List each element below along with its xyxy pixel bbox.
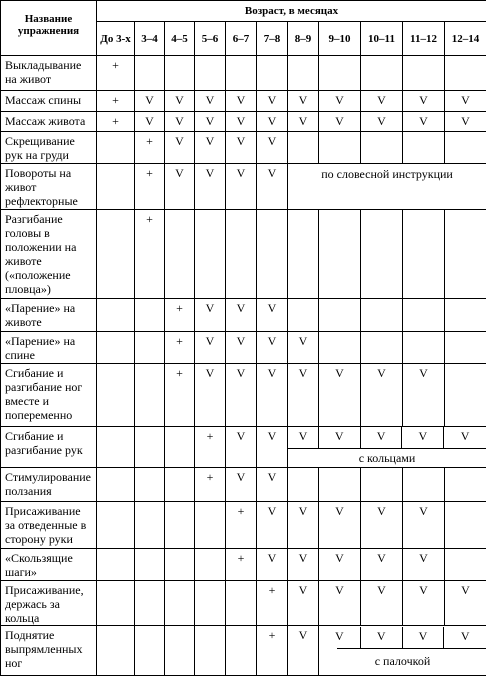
age-mark-cell: V xyxy=(257,299,288,331)
age-mark-cell: V xyxy=(288,581,319,626)
age-mark-cell xyxy=(135,56,165,91)
age-mark-cell: V xyxy=(403,363,445,426)
table-body xyxy=(1,56,486,676)
age-mark-cell xyxy=(97,164,135,210)
exercise-name: Стимулирование ползания xyxy=(1,467,97,501)
age-mark-cell: V xyxy=(257,426,288,467)
age-mark-cell: V xyxy=(361,502,403,548)
table-row xyxy=(1,164,486,210)
age-mark-cell: + xyxy=(165,363,195,426)
age-mark-cell: V xyxy=(288,91,319,111)
table-row xyxy=(1,56,486,91)
split-note-group xyxy=(288,426,486,467)
exercise-name: Массаж спины xyxy=(1,91,97,111)
age-mark-cell xyxy=(97,548,135,580)
age-mark-cell xyxy=(195,581,226,626)
age-mark-cell: V xyxy=(165,111,195,131)
age-mark-cell xyxy=(403,210,445,299)
age-mark-cell xyxy=(288,210,319,299)
age-mark-cell xyxy=(135,581,165,626)
age-mark-cell xyxy=(319,210,361,299)
age-mark-cell xyxy=(319,331,361,363)
age-mark-cell: V xyxy=(135,111,165,131)
age-mark-cell: V xyxy=(165,91,195,111)
column-header-age: 3–4 xyxy=(135,22,165,56)
split-note-group xyxy=(319,626,486,676)
age-mark-cell: V xyxy=(361,627,403,648)
exercise-name: Скрещивание рук на груди xyxy=(1,131,97,163)
age-mark-cell xyxy=(165,210,195,299)
age-mark-cell xyxy=(361,299,403,331)
age-mark-cell xyxy=(135,363,165,426)
age-mark-cell xyxy=(165,581,195,626)
age-mark-cell xyxy=(97,210,135,299)
age-mark-cell: + xyxy=(165,331,195,363)
age-mark-cell: V xyxy=(361,548,403,580)
age-mark-cell: V xyxy=(402,427,444,448)
age-mark-cell xyxy=(361,56,403,91)
table-row xyxy=(1,91,486,111)
span-note: по словесной инструкции xyxy=(288,164,486,210)
age-mark-cell xyxy=(97,299,135,331)
age-mark-cell xyxy=(403,331,445,363)
exercise-name: Разгибание головы в положении на животе («положение пловца») xyxy=(1,210,97,299)
age-mark-cell xyxy=(257,56,288,91)
column-header-age: 11–12 xyxy=(403,22,445,56)
age-mark-cell: V xyxy=(257,467,288,501)
age-mark-cell xyxy=(445,210,486,299)
age-mark-cell xyxy=(135,299,165,331)
exercise-name: «Парение» на спине xyxy=(1,331,97,363)
age-mark-cell xyxy=(445,299,486,331)
age-mark-cell: V xyxy=(319,427,361,448)
exercise-name: Сгибание и разгибание рук xyxy=(1,426,97,467)
age-mark-cell: V xyxy=(361,111,403,131)
exercise-name: «Парение» на животе xyxy=(1,299,97,331)
age-mark-cell xyxy=(135,626,165,676)
age-mark-cell: + xyxy=(165,299,195,331)
age-mark-cell: V xyxy=(445,91,486,111)
age-mark-cell: V xyxy=(319,627,361,648)
age-mark-cell: V xyxy=(226,331,257,363)
age-mark-cell: + xyxy=(257,581,288,626)
age-mark-cell: V xyxy=(361,581,403,626)
table-row xyxy=(1,581,486,626)
age-mark-cell: V xyxy=(288,502,319,548)
age-mark-cell: V xyxy=(361,91,403,111)
age-mark-cell: V xyxy=(195,91,226,111)
age-mark-cell: + xyxy=(135,210,165,299)
age-mark-cell: + xyxy=(97,111,135,131)
age-mark-cell: V xyxy=(257,331,288,363)
age-mark-cell xyxy=(288,56,319,91)
table-row xyxy=(1,111,486,131)
age-mark-cell xyxy=(445,502,486,548)
age-mark-cell xyxy=(226,626,257,676)
table-row xyxy=(1,548,486,580)
age-mark-cell: V xyxy=(288,427,319,448)
exercise-name: Выкладывание на живот xyxy=(1,56,97,91)
age-mark-cell: V xyxy=(460,628,470,643)
age-mark-cell xyxy=(195,548,226,580)
age-mark-cell: + xyxy=(195,467,226,501)
table-row xyxy=(1,210,486,299)
table-row xyxy=(1,363,486,426)
column-header-age: 6–7 xyxy=(226,22,257,56)
age-mark-cell: V xyxy=(195,363,226,426)
table-row xyxy=(1,426,486,467)
age-mark-cell: + xyxy=(135,131,165,163)
age-mark-cell xyxy=(165,467,195,501)
column-header-exercise-name: Название упражнения xyxy=(1,1,97,56)
split-note: с кольцами xyxy=(358,450,416,465)
column-header-age: 10–11 xyxy=(361,22,403,56)
column-header-age-group: Возраст, в месяцах xyxy=(97,1,486,22)
age-mark-cell xyxy=(226,210,257,299)
age-mark-cell xyxy=(226,581,257,626)
age-mark-cell: V xyxy=(403,91,445,111)
age-mark-cell xyxy=(195,210,226,299)
age-mark-cell xyxy=(97,131,135,163)
age-mark-cell: V xyxy=(226,299,257,331)
exercise-name: Сгибание и разгибание ног вместе и попеременно xyxy=(1,363,97,426)
age-mark-cell: V xyxy=(257,363,288,426)
age-mark-cell: + xyxy=(97,91,135,111)
age-mark-cell xyxy=(288,299,319,331)
age-mark-cell xyxy=(403,131,445,163)
age-mark-cell: V xyxy=(319,581,361,626)
age-mark-cell xyxy=(135,331,165,363)
age-mark-cell: V xyxy=(257,548,288,580)
age-mark-cell: V xyxy=(403,548,445,580)
age-mark-cell: V xyxy=(288,363,319,426)
column-header-age: 7–8 xyxy=(257,22,288,56)
age-mark-cell xyxy=(97,502,135,548)
age-mark-cell: V xyxy=(195,164,226,210)
age-mark-cell xyxy=(319,131,361,163)
age-mark-cell: + xyxy=(226,548,257,580)
age-mark-cell: V xyxy=(403,502,445,548)
split-note: с палочкой xyxy=(374,654,431,669)
age-mark-cell: V xyxy=(445,581,486,626)
age-mark-cell xyxy=(97,363,135,426)
age-mark-cell xyxy=(445,56,486,91)
age-mark-cell xyxy=(195,626,226,676)
age-mark-cell xyxy=(319,299,361,331)
age-mark-cell xyxy=(445,467,486,501)
table-row xyxy=(1,626,486,676)
age-mark-cell: V xyxy=(403,581,445,626)
table-row xyxy=(1,467,486,501)
age-mark-cell xyxy=(195,502,226,548)
age-mark-cell xyxy=(445,331,486,363)
age-mark-cell xyxy=(165,502,195,548)
column-header-age: 12–14 xyxy=(445,22,486,56)
age-mark-cell xyxy=(319,56,361,91)
age-mark-cell: V xyxy=(226,164,257,210)
table-row xyxy=(1,502,486,548)
age-mark-cell: V xyxy=(257,91,288,111)
age-mark-cell: + xyxy=(195,426,226,467)
column-header-age: До 3-х xyxy=(97,22,135,56)
exercise-name: «Скользящие шаги» xyxy=(1,548,97,580)
exercise-name: Присаживание за отведенные в сторону руки xyxy=(1,502,97,548)
age-mark-cell xyxy=(319,467,361,501)
column-header-age: 8–9 xyxy=(288,22,319,56)
age-mark-cell: V xyxy=(226,426,257,467)
age-mark-cell xyxy=(97,426,135,467)
exercise-name: Массаж живота xyxy=(1,111,97,131)
age-mark-cell: V xyxy=(288,111,319,131)
age-mark-cell: V xyxy=(135,91,165,111)
age-mark-cell: V xyxy=(195,299,226,331)
age-mark-cell xyxy=(97,331,135,363)
column-header-age: 4–5 xyxy=(165,22,195,56)
exercise-name: Поднятие выпрямленных ног xyxy=(1,626,97,676)
age-mark-cell: V xyxy=(319,363,361,426)
age-mark-cell xyxy=(165,56,195,91)
age-mark-cell: V xyxy=(257,111,288,131)
age-mark-cell xyxy=(135,502,165,548)
age-mark-cell xyxy=(257,210,288,299)
age-mark-cell xyxy=(226,56,257,91)
age-mark-cell: V xyxy=(195,331,226,363)
age-mark-cell xyxy=(445,363,486,426)
age-mark-cell xyxy=(97,581,135,626)
age-mark-cell: V xyxy=(445,111,486,131)
age-mark-cell: + xyxy=(257,626,288,676)
age-mark-cell: V xyxy=(403,111,445,131)
age-mark-cell: V xyxy=(195,131,226,163)
age-mark-cell: V xyxy=(319,91,361,111)
age-mark-cell: V xyxy=(460,428,470,443)
age-mark-cell: V xyxy=(165,164,195,210)
age-mark-cell xyxy=(97,626,135,676)
age-mark-cell: V xyxy=(195,111,226,131)
age-mark-cell: V xyxy=(226,131,257,163)
age-mark-cell: + xyxy=(97,56,135,91)
column-header-age: 5–6 xyxy=(195,22,226,56)
age-mark-cell xyxy=(97,467,135,501)
age-mark-cell xyxy=(165,626,195,676)
age-mark-cell xyxy=(445,548,486,580)
age-mark-cell xyxy=(165,548,195,580)
age-mark-cell xyxy=(403,467,445,501)
age-mark-cell xyxy=(403,299,445,331)
age-mark-cell: V xyxy=(226,111,257,131)
age-mark-cell xyxy=(135,548,165,580)
column-header-age: 9–10 xyxy=(319,22,361,56)
table-row xyxy=(1,299,486,331)
table-row xyxy=(1,131,486,163)
age-mark-cell: V xyxy=(319,111,361,131)
age-mark-cell: V xyxy=(288,548,319,580)
age-mark-cell xyxy=(288,131,319,163)
age-mark-cell: V xyxy=(319,502,361,548)
age-mark-cell xyxy=(165,426,195,467)
age-mark-cell: V xyxy=(361,427,403,448)
age-mark-cell xyxy=(445,131,486,163)
age-mark-cell xyxy=(361,131,403,163)
exercise-name: Присаживание, держась за кольца xyxy=(1,581,97,626)
age-mark-cell: V xyxy=(361,363,403,426)
exercise-name: Повороты на живот рефлекторные xyxy=(1,164,97,210)
age-mark-cell: V xyxy=(319,548,361,580)
table-row xyxy=(1,331,486,363)
age-mark-cell xyxy=(135,426,165,467)
age-mark-cell: V xyxy=(257,164,288,210)
age-mark-cell: + xyxy=(135,164,165,210)
age-mark-cell: V xyxy=(257,131,288,163)
age-mark-cell xyxy=(195,56,226,91)
age-mark-cell xyxy=(361,331,403,363)
age-mark-cell xyxy=(361,210,403,299)
age-mark-cell xyxy=(288,467,319,501)
age-mark-cell xyxy=(403,56,445,91)
age-mark-cell: V xyxy=(226,363,257,426)
age-mark-cell: V xyxy=(403,627,445,648)
age-mark-cell: V xyxy=(165,131,195,163)
age-mark-cell xyxy=(361,467,403,501)
age-mark-cell: V xyxy=(288,626,319,676)
age-mark-cell: V xyxy=(257,502,288,548)
age-mark-cell: V xyxy=(288,331,319,363)
age-mark-cell: + xyxy=(226,502,257,548)
age-mark-cell xyxy=(135,467,165,501)
age-mark-cell: V xyxy=(226,467,257,501)
age-mark-cell: V xyxy=(226,91,257,111)
